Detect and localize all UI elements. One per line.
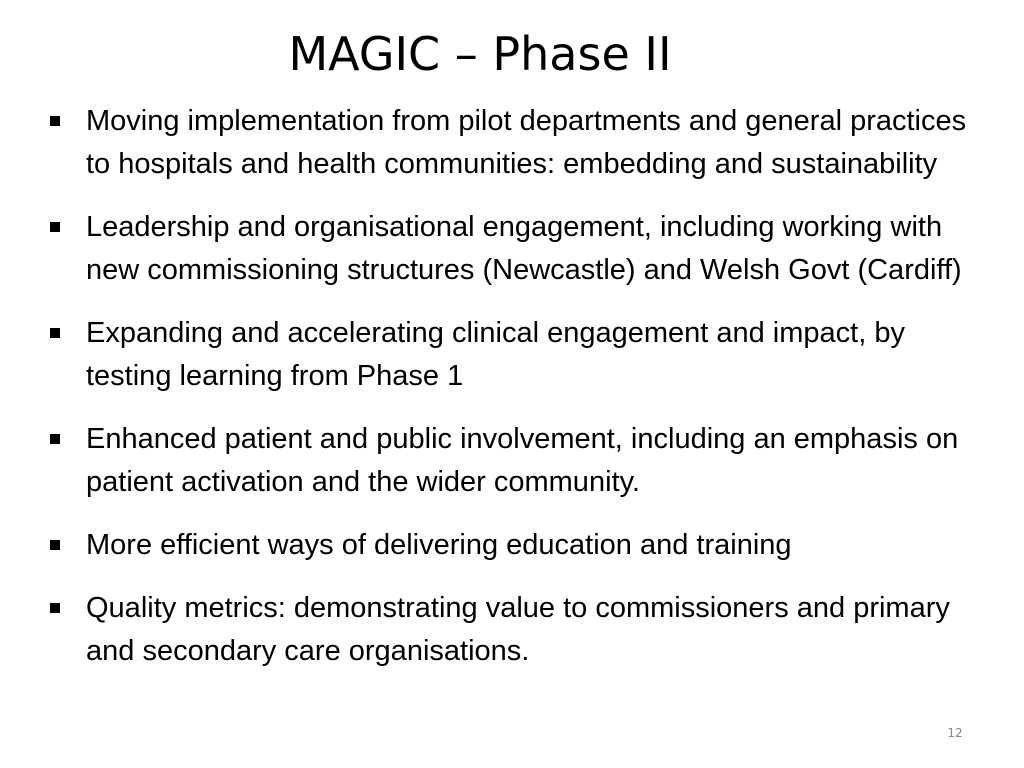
- bullet-item: [48, 418, 988, 504]
- bullet-text: Expanding and accelerating clinical engagement and impact, by testing learning from Phase 1: [86, 317, 905, 392]
- bullet-text: Moving implementation from pilot departments and general practices to hospitals and health communities: embedding and sustainability: [86, 105, 967, 180]
- bullet-text: Leadership and organisational engagement, including working with new commissioning structures (Newcastle) and Welsh Govt (Cardiff): [86, 211, 962, 286]
- square-bullet-icon: [50, 222, 60, 232]
- bullet-item: [48, 587, 988, 673]
- square-bullet-icon: [50, 540, 60, 550]
- bullet-item: [48, 312, 988, 398]
- bullet-text: More efficient ways of delivering education and training: [86, 529, 792, 561]
- bullet-list: [48, 100, 988, 693]
- bullet-text: Quality metrics: demonstrating value to commissioners and primary and secondary care organisations.: [86, 592, 950, 667]
- bullet-item: [48, 206, 988, 292]
- page-number: 12: [947, 726, 963, 740]
- square-bullet-icon: [50, 434, 60, 444]
- square-bullet-icon: [50, 116, 60, 126]
- slide-title: MAGIC – Phase II: [288, 27, 672, 81]
- square-bullet-icon: [50, 603, 60, 613]
- bullet-item: [48, 100, 988, 186]
- bullet-item: [48, 524, 988, 567]
- bullet-text: Enhanced patient and public involvement, including an emphasis on patient activation and the wider community.: [86, 423, 959, 498]
- square-bullet-icon: [50, 328, 60, 338]
